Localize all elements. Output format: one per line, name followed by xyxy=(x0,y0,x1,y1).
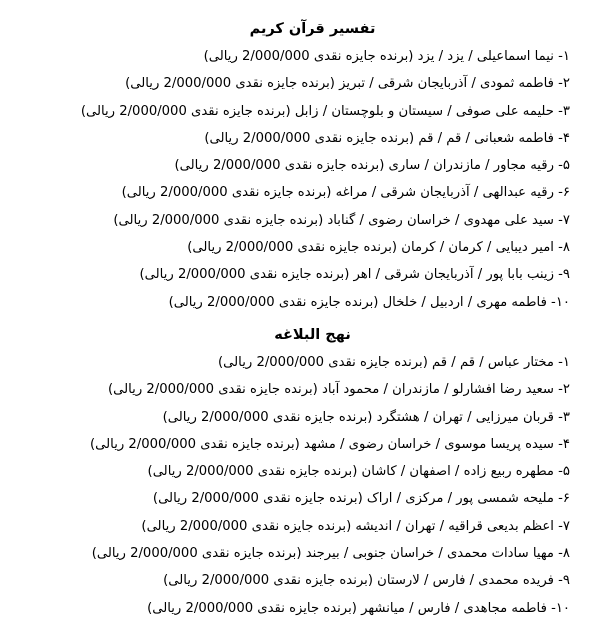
list-item: ۵- رقیه مجاور / مازندران / ساری (برنده جایزه نقدی 2/000/000 ریالی) xyxy=(174,158,570,174)
winner-list-nahj-albalagheh xyxy=(55,349,570,622)
list-item: ۷- سید علی مهدوی / خراسان رضوی / گناباد (برنده جایزه نقدی 2/000/000 ریالی) xyxy=(113,212,570,228)
list-item: ۲- فاطمه ثمودی / آذربایجان شرقی / تبریز (برنده جایزه نقدی 2/000/000 ریالی) xyxy=(125,76,570,92)
list-item: ۱۰- فاطمه مجاهدی / فارس / میانشهر (برنده جایزه نقدی 2/000/000 ریالی) xyxy=(147,600,570,616)
section-heading-nahj-albalagheh: نهج البلاغه xyxy=(274,326,351,343)
list-item: ۹- فریده محمدی / فارس / لارستان (برنده جایزه نقدی 2/000/000 ریالی) xyxy=(163,573,570,589)
list-item: ۱- مختار عباس / قم / قم (برنده جایزه نقدی 2/000/000 ریالی) xyxy=(218,354,570,370)
list-item: ۲- سعید رضا افشارلو / مازندران / محمود آباد (برنده جایزه نقدی 2/000/000 ریالی) xyxy=(108,382,570,398)
list-item: ۱- نیما اسماعیلی / یزد / یزد (برنده جایزه نقدی 2/000/000 ریالی) xyxy=(203,49,570,64)
section-heading-tafsir-quran: تفسیر قرآن کریم xyxy=(249,21,376,37)
winner-list-tafsir-quran xyxy=(55,43,570,316)
list-item: ۶- رقیه عبدالهی / آذربایجان شرقی / مراغه (برنده جایزه نقدی 2/000/000 ریالی) xyxy=(121,185,570,201)
list-item: ۳- قربان میرزایی / تهران / هشتگرد (برنده جایزه نقدی 2/000/000 ریالی) xyxy=(162,409,570,425)
list-item: ۱۰- فاطمه مهری / اردبیل / خلخال (برنده جایزه نقدی 2/000/000 ریالی) xyxy=(168,294,570,310)
list-item: ۸- مهیا سادات محمدی / خراسان جنوبی / بیرجند (برنده جایزه نقدی 2/000/000 ریالی) xyxy=(91,546,570,562)
list-item: ۶- ملیحه شمسی پور / مرکزی / اراک (برنده جایزه نقدی 2/000/000 ریالی) xyxy=(152,491,570,507)
list-item: ۷- اعظم بدیعی قراقیه / تهران / اندیشه (برنده جایزه نقدی 2/000/000 ریالی) xyxy=(141,518,570,534)
section-tafsir-quran xyxy=(55,16,570,316)
list-item: ۵- مطهره ربیع زاده / اصفهان / کاشان (برنده جایزه نقدی 2/000/000 ریالی) xyxy=(147,464,570,480)
section-nahj-albalagheh xyxy=(55,316,570,622)
list-item: ۴- فاطمه شعبانی / قم / قم (برنده جایزه نقدی 2/000/000 ریالی) xyxy=(204,130,570,146)
list-item: ۹- زینب بابا پور / آذربایجان شرقی / اهر (برنده جایزه نقدی 2/000/000 ریالی) xyxy=(139,267,570,283)
list-item: ۴- سیده پریسا موسوی / خراسان رضوی / مشهد (برنده جایزه نقدی 2/000/000 ریالی) xyxy=(90,436,570,452)
list-item: ۸- امیر دیبایی / کرمان / کرمان (برنده جایزه نقدی 2/000/000 ریالی) xyxy=(187,240,570,256)
list-item: ۳- حلیمه علی صوفی / سیستان و بلوچستان / زابل (برنده جایزه نقدی 2/000/000 ریالی) xyxy=(80,103,570,119)
